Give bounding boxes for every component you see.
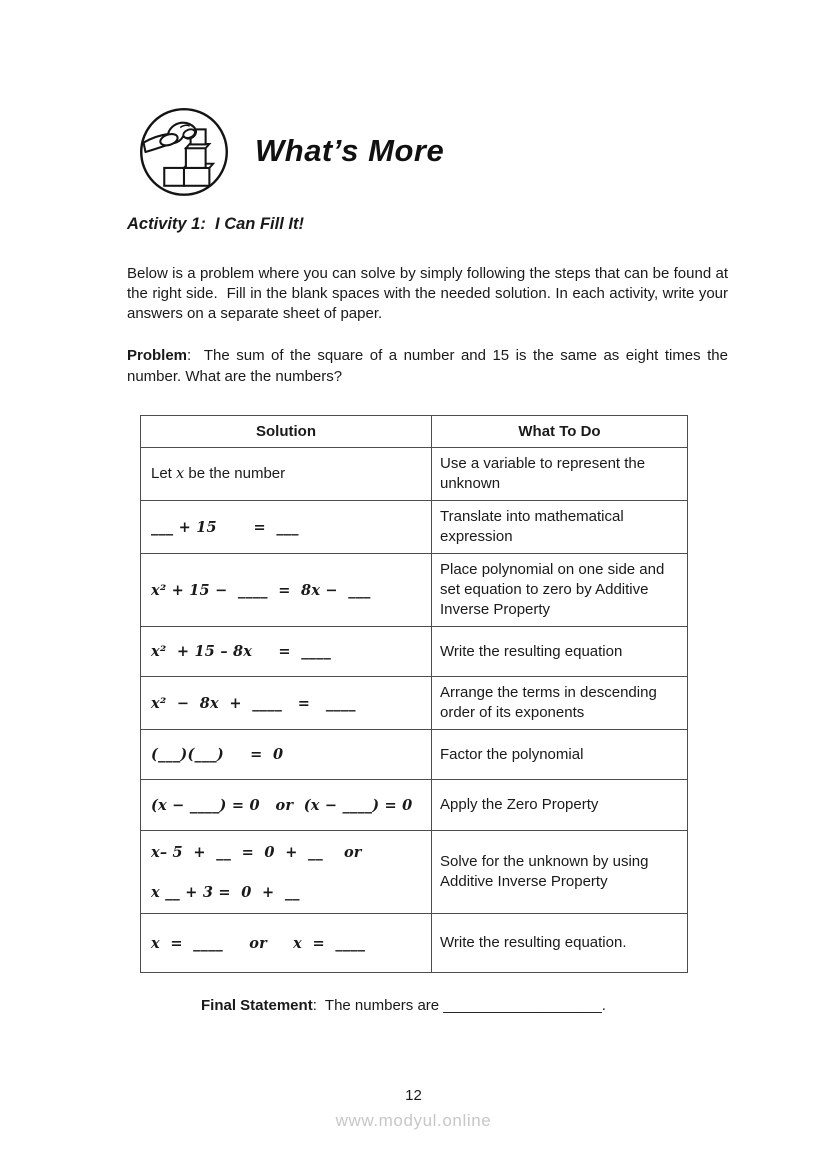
table-row (141, 914, 688, 973)
solution-table (140, 415, 688, 973)
table-row (141, 831, 688, 914)
problem-label: Problem (127, 347, 188, 364)
what-to-do-cell: Factor the polynomial (432, 730, 688, 780)
problem-paragraph (127, 346, 733, 387)
table-row (141, 730, 688, 780)
what-to-do-cell: Use a variable to represent the unknown (432, 448, 688, 501)
page-footer (0, 1087, 827, 1131)
solution-cell: x = ____ or x = ____ (141, 914, 432, 973)
page-header (137, 103, 728, 199)
page-number: 12 (405, 1087, 422, 1104)
what-to-do-cell: Write the resulting equation (432, 627, 688, 677)
math-variable: x (176, 466, 185, 482)
solution-cell: (___)(___) = 0 (141, 730, 432, 780)
what-to-do-cell: Solve for the unknown by using Additive Inverse Property (432, 831, 688, 914)
what-to-do-cell: Arrange the terms in descending order of its exponents (432, 677, 688, 730)
what-to-do-cell: Write the resulting equation. (432, 914, 688, 973)
solution-cell: x² + 15 – 8x = ____ (141, 627, 432, 677)
final-statement (201, 997, 728, 1014)
table-row (141, 448, 688, 501)
watermark: www.modyul.online (335, 1111, 492, 1130)
table-row (141, 501, 688, 554)
table-header-row (141, 416, 688, 448)
table-row (141, 554, 688, 627)
page-title: What’s More (255, 133, 445, 168)
final-statement-text: : The numbers are ___________________. (312, 997, 606, 1014)
solution-cell: ___ + 15 = ___ (141, 501, 432, 554)
solution-cell: x² − 8x + ____ = ____ (141, 677, 432, 730)
what-to-do-column-header: What To Do (432, 416, 688, 448)
solution-cell: x² + 15 − ____ = 8x − ___ (141, 554, 432, 627)
activity-heading: Activity 1: I Can Fill It! (127, 215, 304, 233)
what-to-do-cell: Apply the Zero Property (432, 780, 688, 831)
hand-stacking-blocks-icon (137, 104, 231, 198)
solution-column-header: Solution (141, 416, 432, 448)
what-to-do-cell: Place polynomial on one side and set equation to zero by Additive Inverse Property (432, 554, 688, 627)
intro-paragraph: Below is a problem where you can solve by simply following the steps that can be found at the right side. Fill in the blank spaces with the needed solution. In each activity, write your answers on a separate sheet of paper. (127, 265, 737, 322)
table-row (141, 677, 688, 730)
solution-cell: x– 5 + __ = 0 + __ or x __ + 3 = 0 + __ (141, 831, 432, 914)
table-row (141, 627, 688, 677)
problem-text: : The sum of the square of a number and 15 is the same as eight times the number. What are the numbers? (127, 347, 733, 385)
table-row (141, 780, 688, 831)
solution-cell: Let x be the number (141, 448, 432, 501)
final-statement-label: Final Statement (201, 997, 313, 1014)
solution-cell: (x − ____) = 0 or (x − ____) = 0 (141, 780, 432, 831)
what-to-do-cell: Translate into mathematical expression (432, 501, 688, 554)
